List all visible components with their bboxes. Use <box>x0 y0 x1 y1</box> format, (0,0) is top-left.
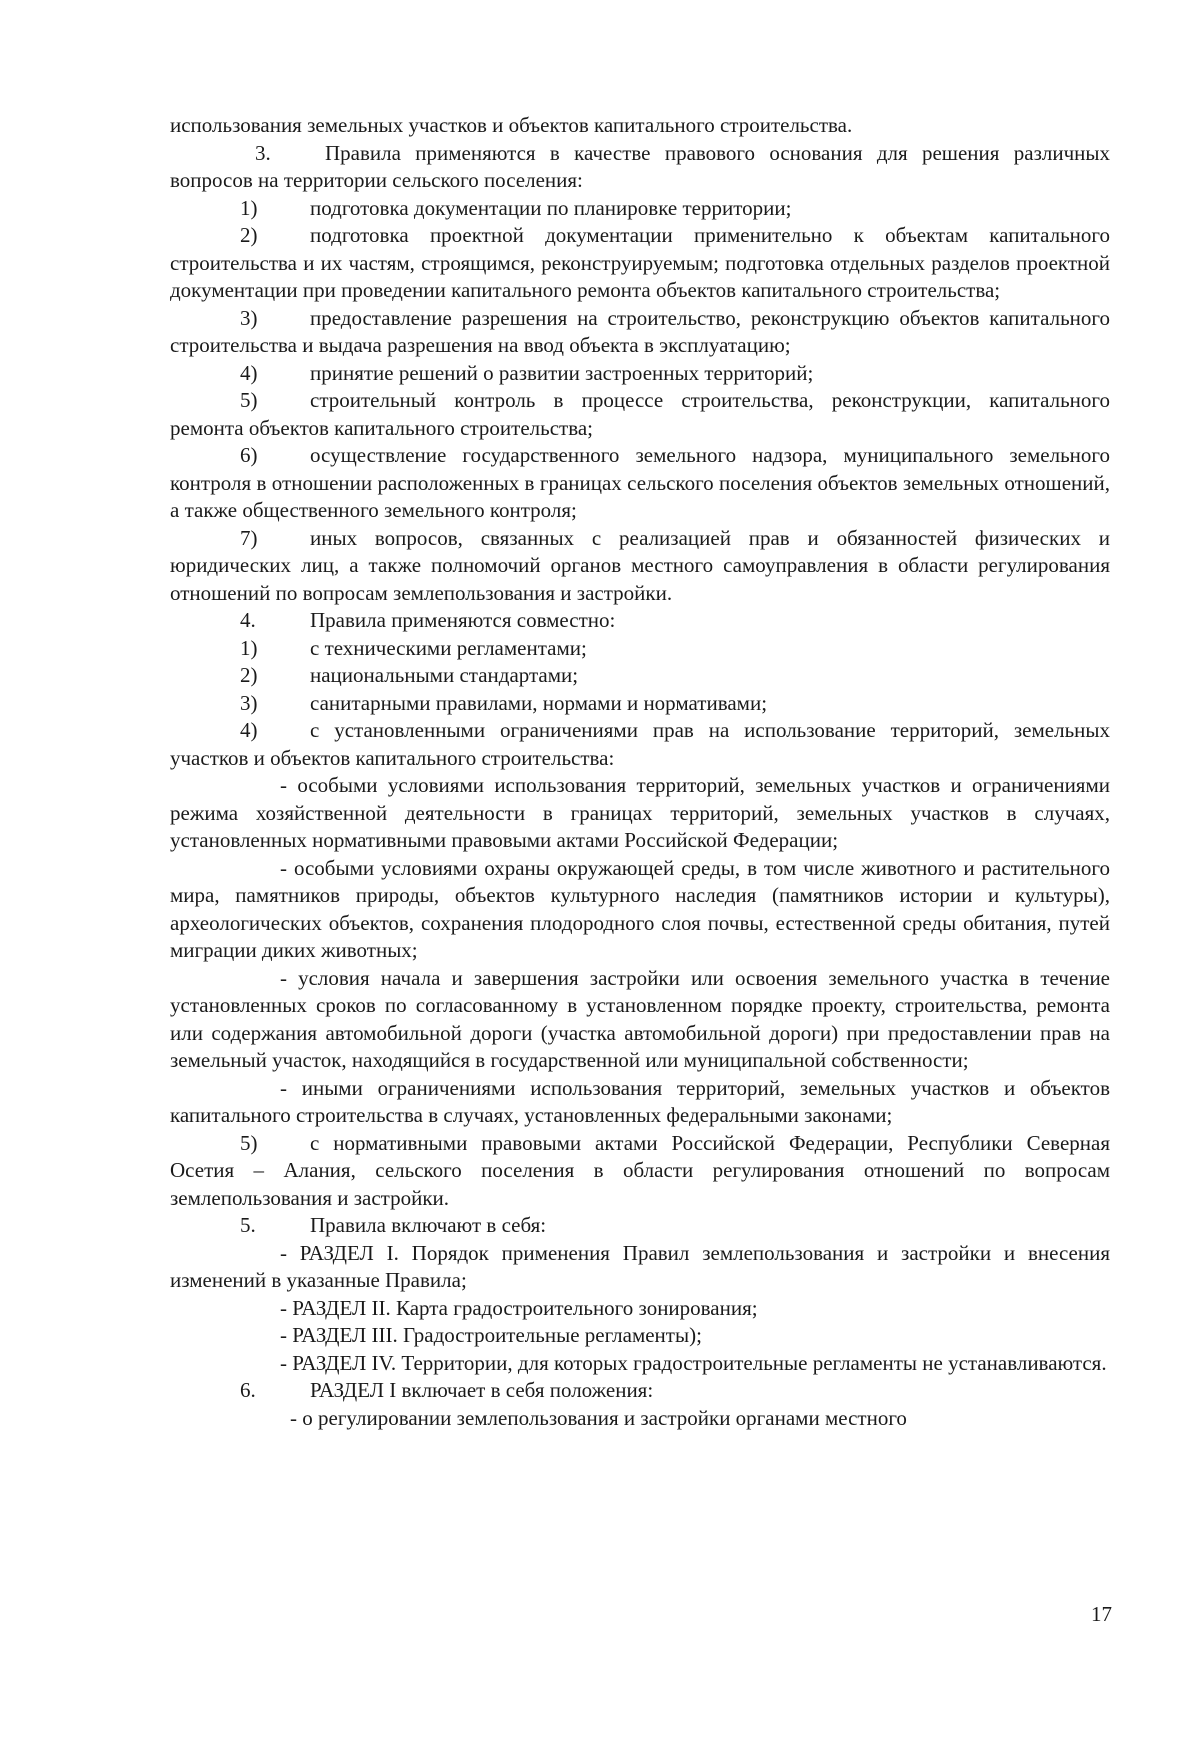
paragraph <box>170 1130 1110 1213</box>
page-number: 17 <box>1091 1602 1112 1626</box>
paragraph <box>170 140 1110 195</box>
paragraph-text: с нормативными правовыми актами Российской Федерации, Республики Северная Осетия – Алания, сельского поселения в области регулирования отношений по вопросам землепользования и застройки. <box>170 1130 1110 1210</box>
paragraph-number: 3) <box>240 690 258 715</box>
paragraph-text: иных вопросов, связанных с реализацией прав и обязанностей физических и юридических лиц, а также полномочий органов местного самоуправления в области регулирования отношений по вопросам землепользования и застройки. <box>170 525 1110 605</box>
paragraph-number: 4) <box>240 718 258 742</box>
paragraph <box>170 855 1110 965</box>
paragraph <box>170 305 1110 360</box>
paragraph-number: 4) <box>240 360 258 385</box>
paragraph <box>170 1240 1110 1295</box>
document-body <box>170 112 1110 1432</box>
paragraph-text: принятие решений о развитии застроенных территорий; <box>310 360 814 385</box>
paragraph <box>170 772 1110 855</box>
paragraph-text: санитарными правилами, нормами и нормативами; <box>310 690 768 715</box>
paragraph <box>170 1212 1110 1240</box>
paragraph <box>170 1405 1110 1433</box>
paragraph-text: предоставление разрешения на строительство, реконструкцию объектов капитального строительства и выдача разрешения на ввод объекта в эксплуатацию; <box>170 305 1110 357</box>
paragraph-text: - иными ограничениями использования территорий, земельных участков и объектов капитального строительства в случаях, установленных федеральными законами; <box>170 1075 1110 1127</box>
paragraph <box>170 195 1110 223</box>
paragraph-text: - особыми условиями использования территорий, земельных участков и ограничениями режима хозяйственной деятельности в границах территорий, земельных участков в случаях, установленных нормативными правовыми актами Российской Федерации; <box>170 773 1110 852</box>
paragraph-text: - особыми условиями охраны окружающей среды, в том числе животного и растительного мира, памятников природы, объектов культурного наследия (памятников истории и культуры), археологических объектов, сохранения плодородного слоя почвы, естественной среды обитания, путей миграции диких животных; <box>170 855 1110 962</box>
paragraph-number: 5) <box>240 388 258 412</box>
paragraph <box>170 662 1110 690</box>
paragraph <box>170 607 1110 635</box>
paragraph-text: осуществление государственного земельного надзора, муниципального земельного контроля в отношении расположенных в границах сельского поселения объектов земельных отношений, а также общественного земельного контроля; <box>170 443 1110 522</box>
paragraph-text: Правила применяются совместно: <box>310 608 616 632</box>
paragraph <box>170 222 1110 305</box>
paragraph-number: 2) <box>240 663 258 687</box>
paragraph-number: 2) <box>240 223 258 247</box>
paragraph-text: с установленными ограничениями прав на использование территорий, земельных участков и объектов капитального строительства: <box>170 718 1110 770</box>
paragraph-number: 4. <box>240 608 256 632</box>
paragraph <box>170 1377 1110 1405</box>
paragraph-text: Правила включают в себя: <box>310 1213 547 1237</box>
paragraph-text: строительный контроль в процессе строительства, реконструкции, капитального ремонта объектов капитального строительства; <box>170 388 1110 440</box>
paragraph-text: - о регулировании землепользования и застройки органами местного <box>290 1405 907 1430</box>
paragraph-text: национальными стандартами; <box>310 663 579 687</box>
paragraph-text: использования земельных участков и объектов капитального строительства. <box>170 113 853 137</box>
paragraph <box>170 1350 1110 1378</box>
paragraph-text: Правила применяются в качестве правового основания для решения различных вопросов на территории сельского поселения: <box>170 140 1110 192</box>
paragraph <box>170 387 1110 442</box>
paragraph <box>170 442 1110 525</box>
paragraph-number: 3) <box>240 305 258 330</box>
paragraph-number: 5) <box>240 1130 258 1155</box>
paragraph-text: РАЗДЕЛ I включает в себя положения: <box>310 1378 654 1402</box>
paragraph <box>170 1295 1110 1323</box>
paragraph-number: 6) <box>240 443 258 467</box>
paragraph <box>170 1322 1110 1350</box>
paragraph-text: с техническими регламентами; <box>310 635 587 660</box>
paragraph <box>170 690 1110 718</box>
paragraph-text: - РАЗДЕЛ III. Градостроительные регламенты); <box>280 1323 702 1347</box>
paragraph-number: 1) <box>240 195 258 220</box>
paragraph <box>170 1075 1110 1130</box>
paragraph <box>170 717 1110 772</box>
paragraph <box>170 525 1110 608</box>
paragraph-text: - РАЗДЕЛ I. Порядок применения Правил землепользования и застройки и внесения изменений в указанные Правила; <box>170 1240 1110 1292</box>
paragraph-number: 7) <box>240 525 258 550</box>
paragraph-text: - условия начала и завершения застройки или освоения земельного участка в течение установленных сроков по согласованному в установленном порядке проекту, строительства, ремонта или содержания автомобильной дороги (участка автомобильной дороги) при предоставлении прав на земельный участок, находящийся в государственной или муниципальной собственности; <box>170 965 1110 1072</box>
paragraph-text: - РАЗДЕЛ II. Карта градостроительного зонирования; <box>280 1295 758 1320</box>
paragraph-number: 5. <box>240 1213 256 1237</box>
paragraph-text: подготовка документации по планировке территории; <box>310 195 792 220</box>
paragraph <box>170 635 1110 663</box>
paragraph <box>170 112 1110 140</box>
paragraph <box>170 360 1110 388</box>
paragraph-number: 1) <box>240 635 258 660</box>
paragraph-number: 6. <box>240 1378 256 1402</box>
paragraph <box>170 965 1110 1075</box>
paragraph-text: - РАЗДЕЛ IV. Территории, для которых градостроительные регламенты не устанавливаются. <box>280 1350 1107 1375</box>
paragraph-text: подготовка проектной документации применительно к объектам капитального строительства и их частям, строящимся, реконструируемым; подготовка отдельных разделов проектной документации при проведении капитального ремонта объектов капитального строительства; <box>170 223 1110 302</box>
paragraph-number: 3. <box>255 140 271 165</box>
